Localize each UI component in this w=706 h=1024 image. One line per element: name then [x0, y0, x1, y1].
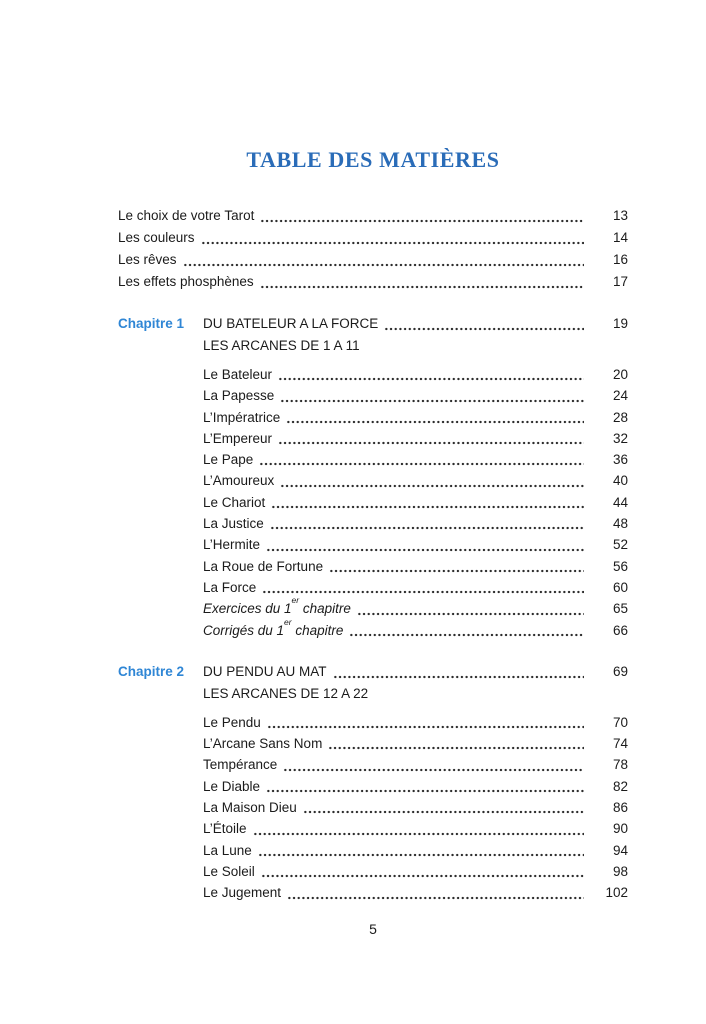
chapter-number-label: Chapitre 2 [118, 663, 185, 679]
toc-entry-label: La Maison Dieu [203, 800, 297, 816]
toc-row [118, 227, 628, 249]
toc-row [203, 556, 628, 577]
toc-entry-page: 24 [612, 388, 628, 404]
toc-entry-label: Le Soleil [203, 863, 255, 879]
toc-entry-label: L’Impératrice [203, 409, 281, 425]
dot-leader [267, 725, 584, 729]
toc-entry-label: Les couleurs [118, 230, 195, 245]
toc-row [118, 249, 628, 271]
toc-entry-page: 44 [612, 494, 628, 510]
toc-row [203, 449, 628, 470]
toc-row [203, 882, 628, 903]
toc-entry-label: La Force [203, 579, 257, 595]
toc-entry-label: La Roue de Fortune [203, 558, 324, 574]
chapter-section [118, 661, 628, 904]
dot-leader [183, 263, 584, 267]
dot-leader [271, 505, 584, 509]
toc-entry-label: Le Diable [203, 778, 261, 794]
toc-entry-label: L’Étoile [203, 821, 247, 837]
toc-row [203, 733, 628, 754]
toc-entry-label: La Lune [203, 842, 252, 858]
dot-leader [259, 462, 584, 466]
toc-entry-page: 60 [612, 579, 628, 595]
toc-entry-label: Le Pendu [203, 714, 261, 730]
toc-entry-label: Les effets phosphènes [118, 274, 254, 289]
dot-leader [357, 612, 584, 616]
toc-entry-page: 102 [605, 885, 628, 901]
toc-entry-label: Le Pape [203, 452, 254, 468]
toc-entry-page: 40 [612, 473, 628, 489]
toc-row [203, 407, 628, 428]
dot-leader [280, 484, 584, 488]
toc-entry-label: Le Bateleur [203, 367, 273, 382]
toc-entry-page: 16 [612, 252, 628, 267]
toc-row [203, 818, 628, 839]
toc-entry-page: 66 [612, 622, 628, 638]
toc-entry-label: La Justice [203, 516, 264, 532]
dot-leader [303, 810, 584, 814]
dot-leader [258, 853, 584, 857]
toc-entry-page: 20 [612, 367, 628, 382]
toc-entry-label: Les rêves [118, 252, 177, 267]
toc-entry-label: Corrigés du 1er chapitre [203, 616, 344, 638]
folio-page-number: 5 [369, 921, 377, 937]
toc-row [203, 364, 628, 385]
toc-row [203, 492, 628, 513]
toc-entry-label: Le Jugement [203, 885, 282, 901]
toc-entry-page: 28 [612, 409, 628, 425]
toc-row [118, 205, 628, 227]
toc-entry-label: Le Chariot [203, 494, 266, 510]
dot-leader [201, 241, 584, 245]
toc-row [203, 577, 628, 598]
toc-entry-page: 56 [612, 558, 628, 574]
toc-entry-label: La Papesse [203, 388, 275, 404]
chapter-subheading: LES ARCANES DE 12 A 22 [203, 685, 369, 701]
dot-leader [266, 548, 584, 552]
chapter-heading-row [118, 661, 628, 683]
page-title: TABLE DES MATIÈRES [246, 147, 500, 172]
toc-row [203, 595, 628, 619]
toc-row [203, 534, 628, 555]
toc-entry-page: 98 [612, 863, 628, 879]
chapter-number-label: Chapitre 1 [118, 316, 185, 331]
toc-entry-page: 86 [612, 800, 628, 816]
toc-row [118, 271, 628, 293]
superscript-ordinal: er [284, 616, 292, 627]
dot-leader [384, 327, 584, 331]
dot-leader [333, 675, 584, 679]
dot-leader [253, 832, 584, 836]
chapter-subheading: LES ARCANES DE 1 A 11 [203, 338, 360, 353]
dot-leader [328, 746, 584, 750]
toc-row [203, 712, 628, 733]
toc-entry-page: 52 [612, 537, 628, 553]
dot-leader [329, 569, 584, 573]
chapter-heading: DU PENDU AU MAT [203, 663, 327, 679]
front-matter-list [118, 205, 628, 293]
toc-row [203, 754, 628, 775]
toc-entry-page: 70 [612, 714, 628, 730]
dot-leader [287, 896, 584, 900]
superscript-ordinal: er [291, 595, 300, 606]
toc-entry-page: 32 [612, 430, 628, 446]
toc-entry-page: 48 [612, 516, 628, 532]
toc-row [203, 797, 628, 818]
chapter-heading-page: 19 [612, 316, 628, 331]
toc-entry-label: L’Amoureux [203, 473, 275, 489]
chapter-entries-list [118, 712, 628, 904]
chapter-section [118, 313, 628, 641]
chapter-subheading-row [118, 683, 628, 705]
toc-row [203, 428, 628, 449]
dot-leader [278, 441, 584, 445]
dot-leader [260, 285, 584, 289]
toc-entry-page: 13 [612, 208, 628, 223]
toc-row [203, 470, 628, 491]
toc-entry-page: 82 [612, 778, 628, 794]
dot-leader [260, 219, 584, 223]
chapter-heading: DU BATELEUR A LA FORCE [203, 316, 379, 331]
chapter-entries-list [118, 364, 628, 641]
toc-entry-page: 65 [612, 601, 628, 617]
chapters-container [118, 313, 628, 904]
toc-entry-label: Le choix de votre Tarot [118, 208, 255, 223]
toc-entry-label: L’Hermite [203, 537, 261, 553]
toc-row [203, 616, 628, 641]
toc-entry-page: 17 [612, 274, 628, 289]
toc-row [203, 513, 628, 534]
chapter-heading-page: 69 [612, 663, 628, 679]
toc-row [203, 861, 628, 882]
dot-leader [349, 633, 584, 637]
toc-entry-label: L’Empereur [203, 430, 273, 446]
dot-leader [286, 420, 584, 424]
dot-leader [270, 526, 584, 530]
toc-entry-page: 90 [612, 821, 628, 837]
dot-leader [261, 874, 584, 878]
toc-content [118, 0, 628, 904]
toc-entry-label: Tempérance [203, 757, 278, 773]
toc-row [203, 840, 628, 861]
dot-leader [283, 768, 584, 772]
toc-entry-page: 74 [612, 736, 628, 752]
toc-row [203, 385, 628, 406]
toc-row [203, 776, 628, 797]
toc-entry-page: 14 [612, 230, 628, 245]
toc-entry-label: Exercices du 1er chapitre [203, 595, 351, 617]
dot-leader [266, 789, 584, 793]
toc-entry-page: 36 [612, 452, 628, 468]
toc-entry-page: 94 [612, 842, 628, 858]
chapter-heading-row [118, 313, 628, 335]
dot-leader [280, 399, 584, 403]
toc-entry-label: L’Arcane Sans Nom [203, 736, 323, 752]
dot-leader [262, 590, 584, 594]
chapter-subheading-row [118, 335, 628, 357]
dot-leader [278, 377, 584, 381]
toc-entry-page: 78 [612, 757, 628, 773]
